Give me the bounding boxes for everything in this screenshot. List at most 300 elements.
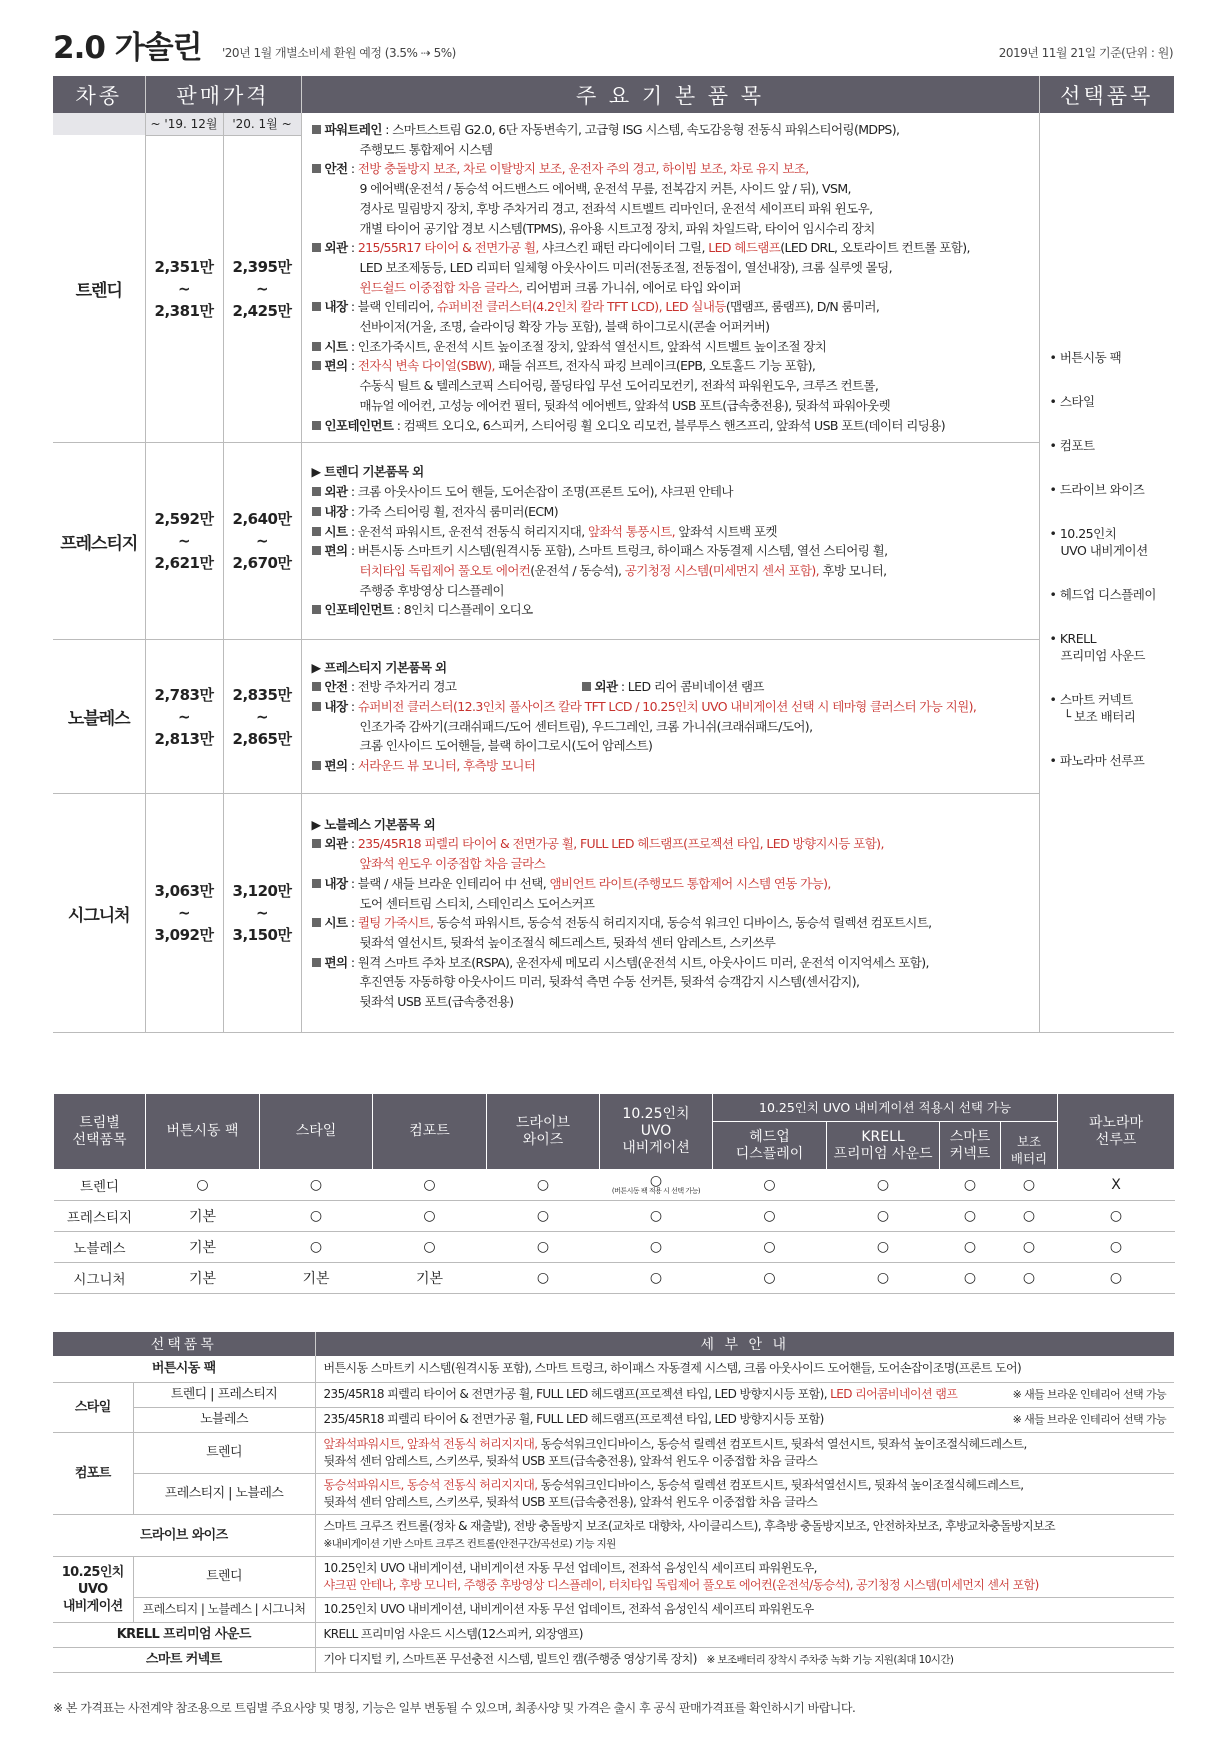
feature-text: 매뉴얼 에어컨, 고성능 에어컨 필터, 뒷좌석 에어벤트, 앞좌석 USB 포트(급속충전용), 뒷좌석 파워아웃렛 bbox=[359, 397, 891, 413]
feature-text: 경사로 밀림방지 장치, 후방 주차거리 경고, 전좌석 시트벨트 리마인더, 운전석 세이프티 파워 윈도우, bbox=[359, 200, 873, 216]
matrix-cell bbox=[940, 1263, 1001, 1294]
option-list bbox=[1039, 113, 1174, 1033]
feature-highlight: 공기청정 시스템(미세먼지 센서 포함), bbox=[624, 562, 819, 578]
price-jan: 2,640만 ~ 2,670만 bbox=[223, 443, 301, 640]
option-item bbox=[1050, 349, 1175, 366]
feature-category: 편의 bbox=[324, 758, 348, 774]
feature-highlight: 슈퍼비전 클러스터(12.3인치 풀사이즈 칼라 TFT LCD / 10.25인치 UVO 내비게이션 선택 시 테마형 클러스터 가능 지원), bbox=[357, 699, 977, 715]
price-dec: 3,063만 ~ 3,092만 bbox=[145, 794, 223, 1033]
feature-line bbox=[312, 953, 1031, 973]
feature-text: 인조가죽 감싸기(크래쉬패드/도어 센터트림), 우드그레인, 크롬 가니쉬(크래쉬패드/도어), bbox=[359, 718, 813, 734]
matrix-corner: 트림별 선택품목 bbox=[54, 1094, 146, 1170]
feature-highlight: 235/45R18 피렐리 타이어 & 전면가공 휠, FULL LED 헤드램프(프로젝션 타입, LED 방향지시등 포함), bbox=[357, 836, 884, 852]
feature-text: 후진연동 자동하향 아웃사이드 미러, 뒷좌석 측면 수동 선커튼, 뒷좌석 승객감지 시스템(센서감지), bbox=[359, 974, 860, 990]
detail-option: 스마트 커넥트 bbox=[53, 1647, 315, 1672]
feature-text: 도어 센터트림 스티치, 스테인리스 도어스커프 bbox=[359, 895, 595, 911]
feature-highlight: 앰비언트 라이트(주행모드 통합제어 시스템 연동 가능), bbox=[549, 875, 831, 891]
features-prestige bbox=[301, 443, 1039, 640]
feature-text: : 8인치 디스플레이 오디오 bbox=[393, 602, 533, 618]
feature-category: 시트 bbox=[324, 338, 348, 354]
features-noblesse bbox=[301, 640, 1039, 794]
feature-text: : 블랙 인테리어, bbox=[347, 299, 437, 315]
bullet-square-icon bbox=[312, 546, 321, 555]
matrix-cell bbox=[1001, 1170, 1058, 1201]
feature-line bbox=[312, 874, 1031, 894]
detail-option: 스타일 bbox=[53, 1382, 133, 1432]
feature-highlight: 앞좌석 통풍시트, bbox=[587, 523, 676, 539]
feature-text: : 블랙 / 새들 브라운 인테리어 中 선택, bbox=[347, 875, 550, 891]
price-jan: 3,120만 ~ 3,150만 bbox=[223, 794, 301, 1033]
feature-line bbox=[312, 894, 1031, 914]
feature-text: 수동식 틸트 & 텔레스코픽 스티어링, 풀딩타입 무선 도어리모컨키, 전좌석 파워윈도우, 크루즈 컨트롤, bbox=[359, 378, 879, 394]
matrix-col: 컴포트 bbox=[373, 1094, 487, 1170]
feature-text: 크롬 인사이드 도어핸들, 블랙 하이그로시(도어 암레스트) bbox=[359, 738, 653, 754]
price-dec: 2,351만 ~ 2,381만 bbox=[145, 135, 223, 443]
feature-highlight: 앞좌석 윈도우 이중접합 차음 글라스 bbox=[359, 856, 546, 872]
detail-sub: 프레스티지 | 노블레스 bbox=[133, 1473, 315, 1514]
bullet-square-icon bbox=[312, 243, 321, 252]
feature-text: : LED 리어 콤비네이션 램프 bbox=[617, 679, 764, 695]
feature-category: 파워트레인 bbox=[324, 122, 382, 137]
reference-date: 2019년 11월 21일 기준(단위 : 원) bbox=[998, 46, 1173, 60]
bullet-square-icon bbox=[312, 361, 321, 370]
feature-category: 편의 bbox=[324, 543, 348, 559]
matrix-cell bbox=[827, 1232, 940, 1263]
feature-text: 앞좌석 시트백 포켓 bbox=[675, 523, 777, 539]
matrix-value: ○ bbox=[649, 1208, 663, 1224]
matrix-cell bbox=[146, 1263, 260, 1294]
detail-sub: 프레스티지 | 노블레스 | 시그니처 bbox=[133, 1597, 315, 1622]
bullet-square-icon bbox=[312, 421, 321, 430]
feature-category: 인포테인먼트 bbox=[324, 602, 394, 618]
feature-highlight: 서라운드 뷰 모니터, 후측방 모니터 bbox=[357, 758, 536, 774]
option-label: • 스타일 bbox=[1049, 394, 1095, 410]
matrix-cell bbox=[146, 1170, 260, 1201]
option-label: • 드라이브 와이즈 bbox=[1049, 482, 1145, 498]
feature-highlight: 퀼팅 가죽시트, bbox=[357, 915, 434, 931]
page-title: 2.0 가솔린 bbox=[53, 30, 202, 66]
col-trim: 차종 bbox=[53, 76, 145, 113]
feature-text: 주행모드 통합제어 시스템 bbox=[359, 141, 493, 157]
matrix-value: 기본 bbox=[302, 1271, 330, 1287]
feature-category: 안전 bbox=[324, 161, 348, 177]
detail-desc: 10.25인치 UVO 내비게이션, 내비게이션 자동 무선 업데이트, 전좌석 음성인식 세이프티 파워윈도우, 샤크핀 안테나, 후방 모니터, 주행중 후방영상 디스플레이, 터치타입 독립제어 풀오토 에어컨(운전석/동승석), 공기청정 시스템(미세먼지 센서 포함) bbox=[315, 1556, 1174, 1597]
feature-category: 외관 bbox=[324, 484, 348, 500]
matrix-row bbox=[54, 1232, 1175, 1263]
feature-line bbox=[312, 179, 1031, 199]
matrix-value: ○ bbox=[1022, 1177, 1036, 1193]
bullet-square-icon bbox=[312, 487, 321, 496]
feature-text: 후방 모니터, bbox=[818, 562, 887, 578]
feature-line bbox=[312, 541, 1031, 561]
feature-text: LED 보조제동등, LED 리피터 일체형 아웃사이드 미러(전동조절, 전동접이, 열선내장), 크롬 실루엣 몰딩, bbox=[359, 259, 892, 275]
matrix-cell bbox=[713, 1170, 827, 1201]
matrix-value: ○ bbox=[763, 1208, 776, 1224]
matrix-cell bbox=[1058, 1170, 1175, 1201]
matrix-value: ○ bbox=[1022, 1270, 1036, 1286]
feature-line bbox=[312, 522, 1031, 542]
feature-text: 선바이저(거울, 조명, 슬라이딩 확장 가능 포함), 블랙 하이그로시(콘솔 어퍼커버) bbox=[359, 319, 770, 335]
matrix-value: ○ bbox=[1022, 1208, 1036, 1224]
feature-line bbox=[312, 913, 1031, 933]
matrix-value: ○ bbox=[649, 1270, 663, 1286]
matrix-value: ○ bbox=[1109, 1270, 1123, 1286]
feature-line bbox=[312, 258, 1031, 278]
detail-col-desc: 세 부 안 내 bbox=[315, 1332, 1174, 1356]
matrix-cell bbox=[600, 1263, 713, 1294]
feature-text: : 버튼시동 스마트키 시스템(원격시동 포함), 스마트 트렁크, 하이패스 자동결제 시스템, 열선 스티어링 휠, bbox=[347, 543, 888, 559]
detail-desc: KRELL 프리미엄 사운드 시스템(12스피커, 외장앰프) bbox=[315, 1622, 1174, 1647]
feature-text: (맵램프, 룸램프), D/N 룸미러, bbox=[725, 299, 880, 315]
feature-text: : 컴팩트 오디오, 6스피커, 스티어링 휠 오디오 리모컨, 블루투스 핸즈프리, 앞좌석 USB 포트(데이터 리딩용) bbox=[393, 417, 945, 433]
feature-line bbox=[312, 238, 1031, 258]
price-jan: 2,395만 ~ 2,425만 bbox=[223, 135, 301, 443]
bullet-square-icon bbox=[312, 302, 321, 311]
feature-line bbox=[312, 677, 1031, 697]
feature-text: 주행중 후방영상 디스플레이 bbox=[359, 582, 504, 598]
option-label: • 헤드업 디스플레이 bbox=[1049, 587, 1156, 603]
matrix-value: ○ bbox=[963, 1239, 977, 1255]
feature-pair bbox=[312, 677, 582, 697]
feature-category: 내장 bbox=[324, 503, 348, 519]
option-label: • 버튼시동 팩 bbox=[1049, 350, 1122, 366]
matrix-cell bbox=[1058, 1232, 1175, 1263]
feature-text: : bbox=[347, 915, 358, 931]
feature-line bbox=[312, 502, 1031, 522]
matrix-cell bbox=[260, 1232, 373, 1263]
option-item bbox=[1050, 481, 1175, 498]
bullet-square-icon bbox=[312, 682, 321, 691]
option-detail-table bbox=[53, 1332, 1174, 1673]
option-availability-table bbox=[53, 1093, 1175, 1294]
feature-text: : 운전석 파워시트, 운전석 전동식 허리지지대, bbox=[347, 523, 588, 539]
matrix-col: 스타일 bbox=[260, 1094, 373, 1170]
feature-category: 내장 bbox=[324, 299, 348, 315]
bullet-square-icon bbox=[312, 342, 321, 351]
feature-category: 편의 bbox=[324, 358, 348, 374]
matrix-value: X bbox=[1111, 1177, 1121, 1193]
feature-highlight: 터치타입 독립제어 풀오토 에어컨 bbox=[359, 562, 531, 578]
matrix-value: ○ bbox=[1022, 1239, 1036, 1255]
bullet-square-icon bbox=[312, 839, 321, 848]
matrix-cell bbox=[373, 1170, 487, 1201]
price-jan: 2,835만 ~ 2,865만 bbox=[223, 640, 301, 794]
feature-line bbox=[312, 933, 1031, 953]
matrix-cell bbox=[827, 1170, 940, 1201]
matrix-value: ○ bbox=[876, 1270, 890, 1286]
matrix-cell bbox=[260, 1201, 373, 1232]
matrix-col: 10.25인치 UVO 내비게이션 bbox=[600, 1094, 713, 1170]
feature-text: : bbox=[347, 758, 358, 774]
bullet-square-icon bbox=[312, 879, 321, 888]
feature-line bbox=[312, 992, 1031, 1012]
matrix-col: 버튼시동 팩 bbox=[146, 1094, 260, 1170]
matrix-group-label: 10.25인치 UVO 내비게이션 적용시 선택 가능 bbox=[713, 1094, 1058, 1122]
feature-text: (운전석 / 동승석), bbox=[530, 562, 625, 578]
matrix-value: ○ bbox=[196, 1177, 209, 1193]
matrix-cell bbox=[260, 1263, 373, 1294]
feature-line bbox=[312, 396, 1031, 416]
option-item bbox=[1050, 525, 1175, 559]
bullet-square-icon bbox=[312, 761, 321, 770]
matrix-cell bbox=[146, 1232, 260, 1263]
matrix-value: 기본 bbox=[188, 1209, 217, 1225]
col-options: 선택품목 bbox=[1039, 76, 1174, 113]
matrix-value: ○ bbox=[963, 1270, 977, 1286]
feature-text: : bbox=[347, 240, 358, 256]
feature-text: 뒷좌석 열선시트, 뒷좌석 높이조절식 헤드레스트, 뒷좌석 센터 암레스트, 스키쓰루 bbox=[359, 934, 776, 950]
matrix-cell bbox=[1058, 1201, 1175, 1232]
matrix-value: ○ bbox=[309, 1239, 323, 1255]
feature-line bbox=[312, 317, 1031, 337]
option-item bbox=[1050, 437, 1175, 454]
base-features-heading: ▶ 프레스티지 기본품목 외 bbox=[311, 659, 447, 675]
matrix-cell bbox=[1001, 1201, 1058, 1232]
feature-text: 패들 쉬프트, 전자식 파킹 브레이크(EPB, 오토홀드 기능 포함), bbox=[494, 358, 816, 374]
feature-text: 9 에어백(운전석 / 동승석 어드밴스드 에어백, 운전석 무릎, 전복감지 커튼, 사이드 앞 / 뒤), VSM, bbox=[359, 181, 851, 197]
feature-text: : bbox=[347, 161, 358, 177]
feature-category: 외관 bbox=[594, 679, 618, 695]
feature-line bbox=[312, 120, 1031, 140]
matrix-value: 기본 bbox=[415, 1271, 444, 1287]
bullet-square-icon bbox=[312, 918, 321, 927]
feature-line bbox=[312, 159, 1031, 179]
feature-line bbox=[312, 416, 1031, 436]
option-label: 프리미엄 사운드 bbox=[1060, 648, 1145, 664]
matrix-note: (버튼시동 팩 적용 시 선택 가능) bbox=[611, 1186, 701, 1195]
matrix-row bbox=[54, 1201, 1175, 1232]
feature-line bbox=[312, 697, 1031, 717]
feature-text: 동승석 파워시트, 동승석 전동식 허리지지대, 동승석 워크인 디바이스, 동승석 릴렉션 컴포트시트, bbox=[433, 915, 932, 931]
matrix-col: 드라이브 와이즈 bbox=[487, 1094, 600, 1170]
detail-sub: 트렌디 bbox=[133, 1432, 315, 1473]
matrix-value: ○ bbox=[763, 1177, 776, 1193]
feature-line bbox=[312, 297, 1031, 317]
base-features-heading: ▶ 트렌디 기본품목 외 bbox=[311, 464, 424, 480]
bullet-square-icon bbox=[312, 605, 321, 614]
feature-line bbox=[312, 581, 1031, 601]
feature-highlight: 전자식 변속 다이얼(SBW), bbox=[357, 358, 495, 374]
matrix-cell bbox=[1001, 1232, 1058, 1263]
feature-line bbox=[312, 219, 1031, 239]
feature-category: 외관 bbox=[324, 240, 348, 256]
feature-text: : 전방 주차거리 경고 bbox=[347, 679, 457, 695]
matrix-trim: 시그니처 bbox=[54, 1263, 146, 1294]
matrix-value: ○ bbox=[763, 1239, 776, 1255]
feature-category: 내장 bbox=[324, 699, 348, 715]
matrix-cell bbox=[1001, 1263, 1058, 1294]
matrix-value: ○ bbox=[763, 1270, 776, 1286]
matrix-cell bbox=[940, 1232, 1001, 1263]
detail-option: 컴포트 bbox=[53, 1432, 133, 1514]
trim-name: 노블레스 bbox=[53, 640, 145, 794]
feature-category: 외관 bbox=[324, 836, 348, 852]
footnote: ※ 본 가격표는 사전계약 참조용으로 트림별 주요사양 및 명칭, 기능은 일부 변동될 수 있으며, 최종사양 및 가격은 출시 후 공식 판매가격표를 확인하시기 바랍니다. bbox=[53, 1701, 856, 1715]
matrix-cell bbox=[713, 1201, 827, 1232]
matrix-cell bbox=[373, 1232, 487, 1263]
feature-line bbox=[312, 717, 1031, 737]
matrix-cell bbox=[1058, 1263, 1175, 1294]
matrix-value: ○ bbox=[423, 1208, 436, 1224]
matrix-trim: 프레스티지 bbox=[54, 1201, 146, 1232]
features-signature bbox=[301, 794, 1039, 1033]
price-dec: 2,783만 ~ 2,813만 bbox=[145, 640, 223, 794]
matrix-value: ○ bbox=[309, 1177, 323, 1193]
matrix-row bbox=[54, 1263, 1175, 1294]
detail-desc: 235/45R18 피렐리 타이어 & 전면가공 휠, FULL LED 헤드램프(프로젝션 타입, LED 방향지시등 포함), LED 리어콤비네이션 램프 ※ 새들 브라운 인테리어 선택 가능 bbox=[315, 1382, 1174, 1407]
feature-text: : bbox=[347, 699, 358, 715]
option-label: • 컴포트 bbox=[1049, 438, 1095, 454]
option-label: • 10.25인치 bbox=[1049, 526, 1117, 542]
matrix-cell bbox=[487, 1170, 600, 1201]
feature-category: 내장 bbox=[324, 875, 348, 891]
detail-desc: 버튼시동 스마트키 시스템(원격시동 포함), 스마트 트렁크, 하이패스 자동결제 시스템, 크롬 아웃사이드 도어핸들, 도어손잡이조명(프론트 도어) bbox=[315, 1356, 1174, 1382]
tax-note: '20년 1월 개별소비세 환원 예정 (3.5% ⇢ 5%) bbox=[222, 46, 456, 60]
detail-desc: 기아 디지털 키, 스마트폰 무선충전 시스템, 빌트인 캠(주행중 영상기록 장치) ※ 보조배터리 장착시 주차중 녹화 기능 지원(최대 10시간) bbox=[315, 1647, 1174, 1672]
detail-sub: 트렌디 bbox=[133, 1556, 315, 1597]
matrix-value: ○ bbox=[649, 1172, 663, 1189]
feature-highlight: 윈드쉴드 이중접합 차음 글라스, bbox=[359, 279, 523, 295]
bullet-square-icon bbox=[312, 702, 321, 711]
feature-line bbox=[312, 482, 1031, 502]
trim-name: 시그니처 bbox=[53, 794, 145, 1033]
matrix-cell bbox=[600, 1232, 713, 1263]
feature-text: : 스마트스트림 G2.0, 6단 자동변속기, 고급형 ISG 시스템, 속도감응형 전동식 파워스티어링(MDPS), bbox=[381, 122, 900, 137]
feature-line bbox=[312, 199, 1031, 219]
matrix-value: ○ bbox=[876, 1177, 890, 1193]
detail-desc: 앞좌석파워시트, 앞좌석 전동식 허리지지대, 동승석워크인디바이스, 동승석 릴렉션 컴포트시트, 뒷좌석 열선시트, 뒷좌석 높이조절식헤드레스트, 뒷좌석 센터 암레스트, 스키쓰루, 뒷좌석 USB 포트(급속충전용), 앞좌석 윈도우 이중접합 차음 글라스 bbox=[315, 1432, 1174, 1473]
feature-text: : 원격 스마트 주차 보조(RSPA), 운전자세 메모리 시스템(운전석 시트, 아웃사이드 미러, 운전석 이지억세스 포함), bbox=[347, 954, 929, 970]
feature-line bbox=[312, 600, 1031, 620]
detail-col-option: 선택품목 bbox=[53, 1332, 315, 1356]
bullet-square-icon bbox=[312, 164, 321, 173]
feature-line bbox=[312, 736, 1031, 756]
feature-category: 시트 bbox=[324, 523, 348, 539]
option-label: UVO 내비게이션 bbox=[1060, 543, 1148, 559]
feature-line bbox=[312, 972, 1031, 992]
matrix-cell bbox=[146, 1201, 260, 1232]
bullet-square-icon bbox=[312, 507, 321, 516]
matrix-value: ○ bbox=[423, 1239, 436, 1255]
feature-highlight: 슈퍼비전 클러스터(4.2인치 칼라 TFT LCD), LED 실내등 bbox=[436, 299, 726, 315]
feature-text: : bbox=[347, 836, 358, 852]
matrix-value: ○ bbox=[649, 1239, 663, 1255]
matrix-cell bbox=[487, 1232, 600, 1263]
detail-option: 버튼시동 팩 bbox=[53, 1356, 315, 1382]
matrix-col: 보조 배터리 bbox=[1001, 1122, 1058, 1170]
matrix-cell bbox=[487, 1263, 600, 1294]
feature-line bbox=[312, 756, 1031, 776]
option-item bbox=[1050, 691, 1175, 725]
matrix-trim: 노블레스 bbox=[54, 1232, 146, 1263]
matrix-value: 기본 bbox=[188, 1240, 217, 1256]
matrix-value: ○ bbox=[963, 1177, 977, 1193]
matrix-col: 헤드업 디스플레이 bbox=[713, 1122, 827, 1170]
feature-text: 샤크스킨 패턴 라디에이터 그릴, bbox=[538, 240, 709, 256]
detail-sub: 트렌디 | 프레스티지 bbox=[133, 1382, 315, 1407]
feature-text: : 가죽 스티어링 휠, 전자식 룸미러(ECM) bbox=[347, 503, 559, 519]
bullet-square-icon bbox=[312, 125, 321, 134]
option-label: • KRELL bbox=[1049, 631, 1097, 647]
detail-option: 드라이브 와이즈 bbox=[53, 1514, 315, 1556]
feature-category: 편의 bbox=[324, 954, 348, 970]
col-features: 주 요 기 본 품 목 bbox=[301, 76, 1039, 113]
matrix-trim: 트렌디 bbox=[54, 1170, 146, 1201]
matrix-value: ○ bbox=[876, 1239, 890, 1255]
feature-highlight: LED 헤드램프 bbox=[708, 240, 781, 256]
matrix-value: ○ bbox=[536, 1239, 550, 1255]
option-item bbox=[1050, 586, 1175, 603]
matrix-cell bbox=[827, 1201, 940, 1232]
feature-text: : 인조가죽시트, 운전석 시트 높이조절 장치, 앞좌석 열선시트, 앞좌석 시트벨트 높이조절 장치 bbox=[347, 338, 827, 354]
feature-text: : 크롬 아웃사이드 도어 핸들, 도어손잡이 조명(프론트 도어), 샤크핀 안테나 bbox=[347, 484, 733, 500]
option-label: └ 보조 배터리 bbox=[1063, 709, 1136, 725]
trim-name: 프레스티지 bbox=[53, 443, 145, 640]
matrix-value: ○ bbox=[536, 1208, 550, 1224]
feature-line bbox=[312, 376, 1031, 396]
detail-sub: 노블레스 bbox=[133, 1407, 315, 1432]
matrix-value: ○ bbox=[876, 1208, 890, 1224]
price-sub-dec: ~ '19. 12월 bbox=[145, 113, 223, 135]
feature-line bbox=[312, 356, 1031, 376]
matrix-cell bbox=[373, 1263, 487, 1294]
matrix-cell bbox=[600, 1170, 713, 1201]
feature-category: 안전 bbox=[324, 679, 348, 695]
option-item bbox=[1050, 752, 1175, 769]
option-item bbox=[1050, 393, 1175, 410]
feature-line bbox=[312, 834, 1031, 854]
feature-line bbox=[312, 561, 1031, 581]
bullet-square-icon bbox=[582, 682, 591, 691]
feature-line bbox=[312, 854, 1031, 874]
matrix-value: ○ bbox=[536, 1270, 550, 1286]
matrix-col: KRELL 프리미엄 사운드 bbox=[827, 1122, 940, 1170]
bullet-square-icon bbox=[312, 958, 321, 967]
matrix-col: 스마트 커넥트 bbox=[940, 1122, 1001, 1170]
matrix-cell bbox=[713, 1263, 827, 1294]
feature-line bbox=[312, 140, 1031, 160]
option-label: • 스마트 커넥트 bbox=[1049, 692, 1133, 708]
detail-desc: 동승석파워시트, 동승석 전동식 허리지지대, 동승석워크인디바이스, 동승석 릴렉션 컴포트시트, 뒷좌석열선시트, 뒷좌석 높이조절식헤드레스트, 뒷좌석 센터 암레스트, 스키쓰루, 뒷좌석 USB 포트(급속충전용), 앞좌석 윈도우 이중접합 차음 글라스 bbox=[315, 1473, 1174, 1514]
detail-option: KRELL 프리미엄 사운드 bbox=[53, 1622, 315, 1647]
matrix-cell bbox=[373, 1201, 487, 1232]
matrix-value: ○ bbox=[536, 1177, 550, 1193]
feature-line bbox=[312, 337, 1031, 357]
detail-option: 10.25인치 UVO 내비게이션 bbox=[53, 1556, 133, 1622]
option-item bbox=[1050, 630, 1175, 664]
detail-desc: 235/45R18 피렐리 타이어 & 전면가공 휠, FULL LED 헤드램프(프로젝션 타입, LED 방향지시등 포함) ※ 새들 브라운 인테리어 선택 가능 bbox=[315, 1407, 1174, 1432]
col-price: 판매가격 bbox=[145, 76, 301, 113]
matrix-value: ○ bbox=[963, 1208, 977, 1224]
feature-category: 시트 bbox=[324, 915, 348, 931]
bullet-square-icon bbox=[312, 527, 321, 536]
price-dec: 2,592만 ~ 2,621만 bbox=[145, 443, 223, 640]
matrix-row bbox=[54, 1170, 1175, 1201]
feature-text: (LED DRL, 오토라이트 컨트롤 포함), bbox=[780, 240, 970, 256]
trim-features-table bbox=[53, 76, 1174, 1033]
feature-text: : bbox=[347, 358, 358, 374]
detail-desc: 스마트 크루즈 컨트롤(정차 & 재출발), 전방 충돌방지 보조(교차로 대향차, 사이클리스트), 후측방 충돌방지보조, 안전하차보조, 후방교차충돌방지보조 ※내비게이션 기반 스마트 크루즈 컨트롤(안전구간/곡선로) 기능 지원 bbox=[315, 1514, 1174, 1556]
matrix-cell bbox=[940, 1170, 1001, 1201]
matrix-value: ○ bbox=[1109, 1239, 1123, 1255]
matrix-cell bbox=[713, 1232, 827, 1263]
matrix-cell bbox=[487, 1201, 600, 1232]
price-sub-jan: '20. 1월 ~ bbox=[223, 113, 301, 135]
feature-text: 뒷좌석 USB 포트(급속충전용) bbox=[359, 994, 514, 1010]
feature-category: 인포테인먼트 bbox=[324, 417, 394, 433]
matrix-value: ○ bbox=[1109, 1208, 1123, 1224]
matrix-value: ○ bbox=[423, 1177, 436, 1193]
